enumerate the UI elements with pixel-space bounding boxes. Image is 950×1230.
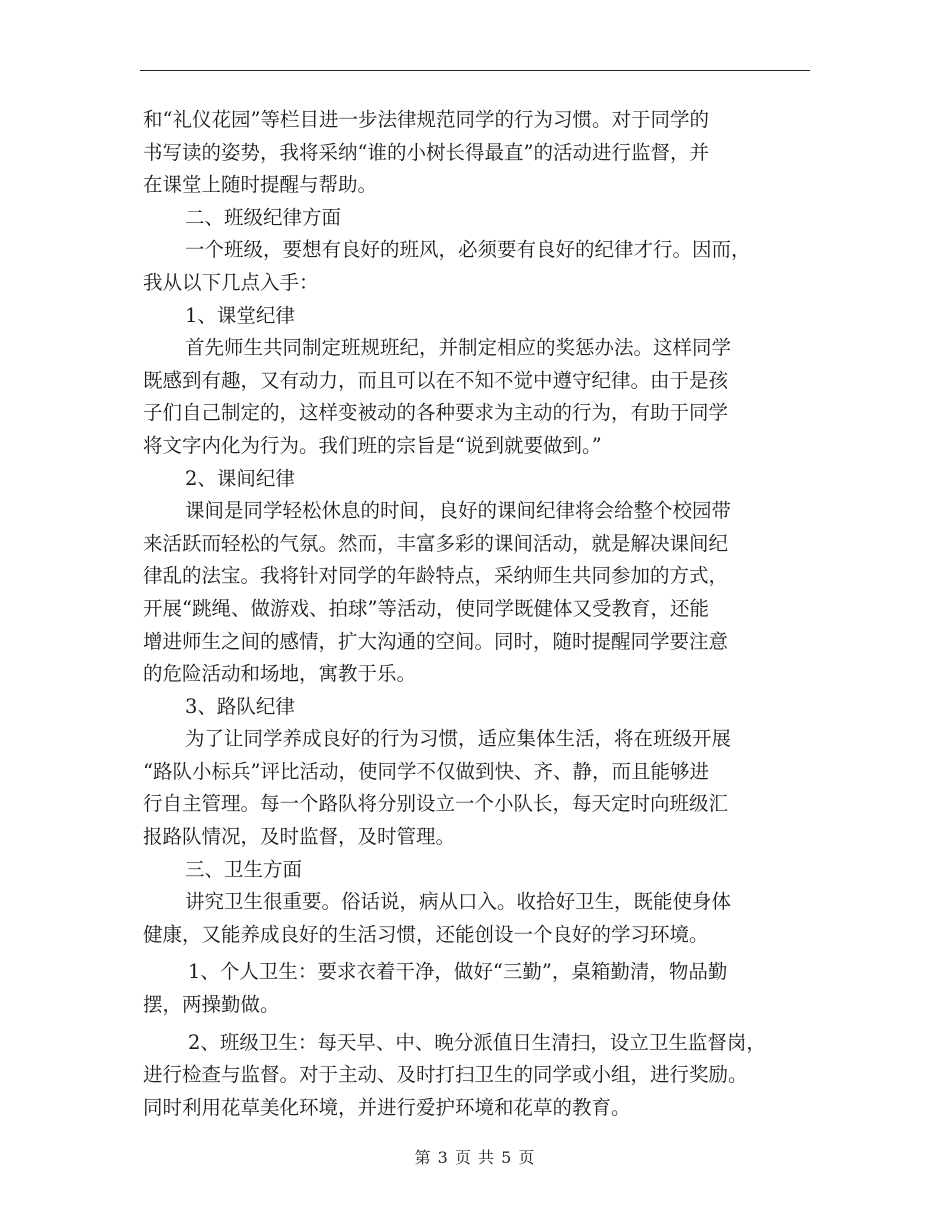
body-line: 子们自己制定的，这样变被动的各种要求为主动的行为，有助于同学 <box>143 401 729 425</box>
paragraph-first-line: 一个班级，要想有良好的班风，必须要有良好的纪律才行。因而， <box>185 238 751 262</box>
page-number-footer: 第 3 页 共 5 页 <box>414 1148 536 1167</box>
body-line: 摆，两操勤做。 <box>143 993 280 1017</box>
body-line: 在课堂上随时提醒与帮助。 <box>143 173 378 197</box>
body-line: 进行检查与监督。对于主动、及时打扫卫生的同学或小组，进行奖励。 <box>143 1063 748 1087</box>
body-line: 和“礼仪花园”等栏目进一步法律规范同学的行为习惯。对于同学的 <box>143 108 709 131</box>
body-line: 的危险活动和场地，寓教于乐。 <box>143 662 417 686</box>
body-line: 我从以下几点入手： <box>143 270 319 294</box>
body-line: 将文字内化为行为。我们班的宗旨是“说到就要做到。” <box>143 433 602 457</box>
body-line: 增进师生之间的感情，扩大沟通的空间。同时，随时提醒同学要注意 <box>143 629 729 653</box>
body-line: 律乱的法宝。我将针对同学的年龄特点，采纳师生共同参加的方式， <box>143 564 729 588</box>
body-line: 报路队情况，及时监督，及时管理。 <box>143 825 456 849</box>
subsection-heading: 1、课堂纪律 <box>185 303 295 327</box>
subsection-heading: 2、课间纪律 <box>185 466 295 490</box>
header-rule <box>140 70 810 71</box>
paragraph-first-line: 课间是同学轻松休息的时间，良好的课间纪律将会给整个校园带 <box>185 499 732 523</box>
paragraph-first-line: 讲究卫生很重要。俗话说，病从口入。收拾好卫生，既能使身体 <box>185 890 732 914</box>
section-heading: 三、卫生方面 <box>185 857 303 881</box>
body-line: “路队小标兵”评比活动，使同学不仅做到快、齐、静，而且能够进 <box>143 759 709 783</box>
section-heading: 二、班级纪律方面 <box>185 205 342 229</box>
body-line: 来活跃而轻松的气氛。然而，丰富多彩的课间活动，就是解决课间纪 <box>143 531 729 555</box>
document-body <box>140 104 812 1124</box>
paragraph-first-line: 1、个人卫生：要求衣着干净，做好“三勤”，桌箱勤清，物品勤 <box>188 960 728 984</box>
paragraph-first-line: 2、班级卫生：每天早、中、晚分派值日生清扫，设立卫生监督岗， <box>188 1030 766 1054</box>
body-line: 既感到有趣，又有动力，而且可以在不知不觉中遵守纪律。由于是孩 <box>143 368 729 392</box>
paragraph-first-line: 首先师生共同制定班规班纪，并制定相应的奖惩办法。这样同学 <box>185 336 732 360</box>
body-line: 开展“跳绳、做游戏、拍球”等活动，使同学既健体又受教育，还能 <box>143 596 709 620</box>
body-line: 书写读的姿势，我将采纳“谁的小树长得最直”的活动进行监督，并 <box>143 140 709 164</box>
body-line: 同时利用花草美化环境，并进行爱护环境和花草的教育。 <box>143 1095 631 1119</box>
body-line: 行自主管理。每一个路队将分别设立一个小队长，每天定时向班级汇 <box>143 792 729 816</box>
body-line: 健康，又能养成良好的生活习惯，还能创设一个良好的学习环境。 <box>143 922 709 946</box>
paragraph-first-line: 为了让同学养成良好的行为习惯，适应集体生活，将在班级开展 <box>185 727 732 751</box>
subsection-heading: 3、路队纪律 <box>185 694 295 718</box>
